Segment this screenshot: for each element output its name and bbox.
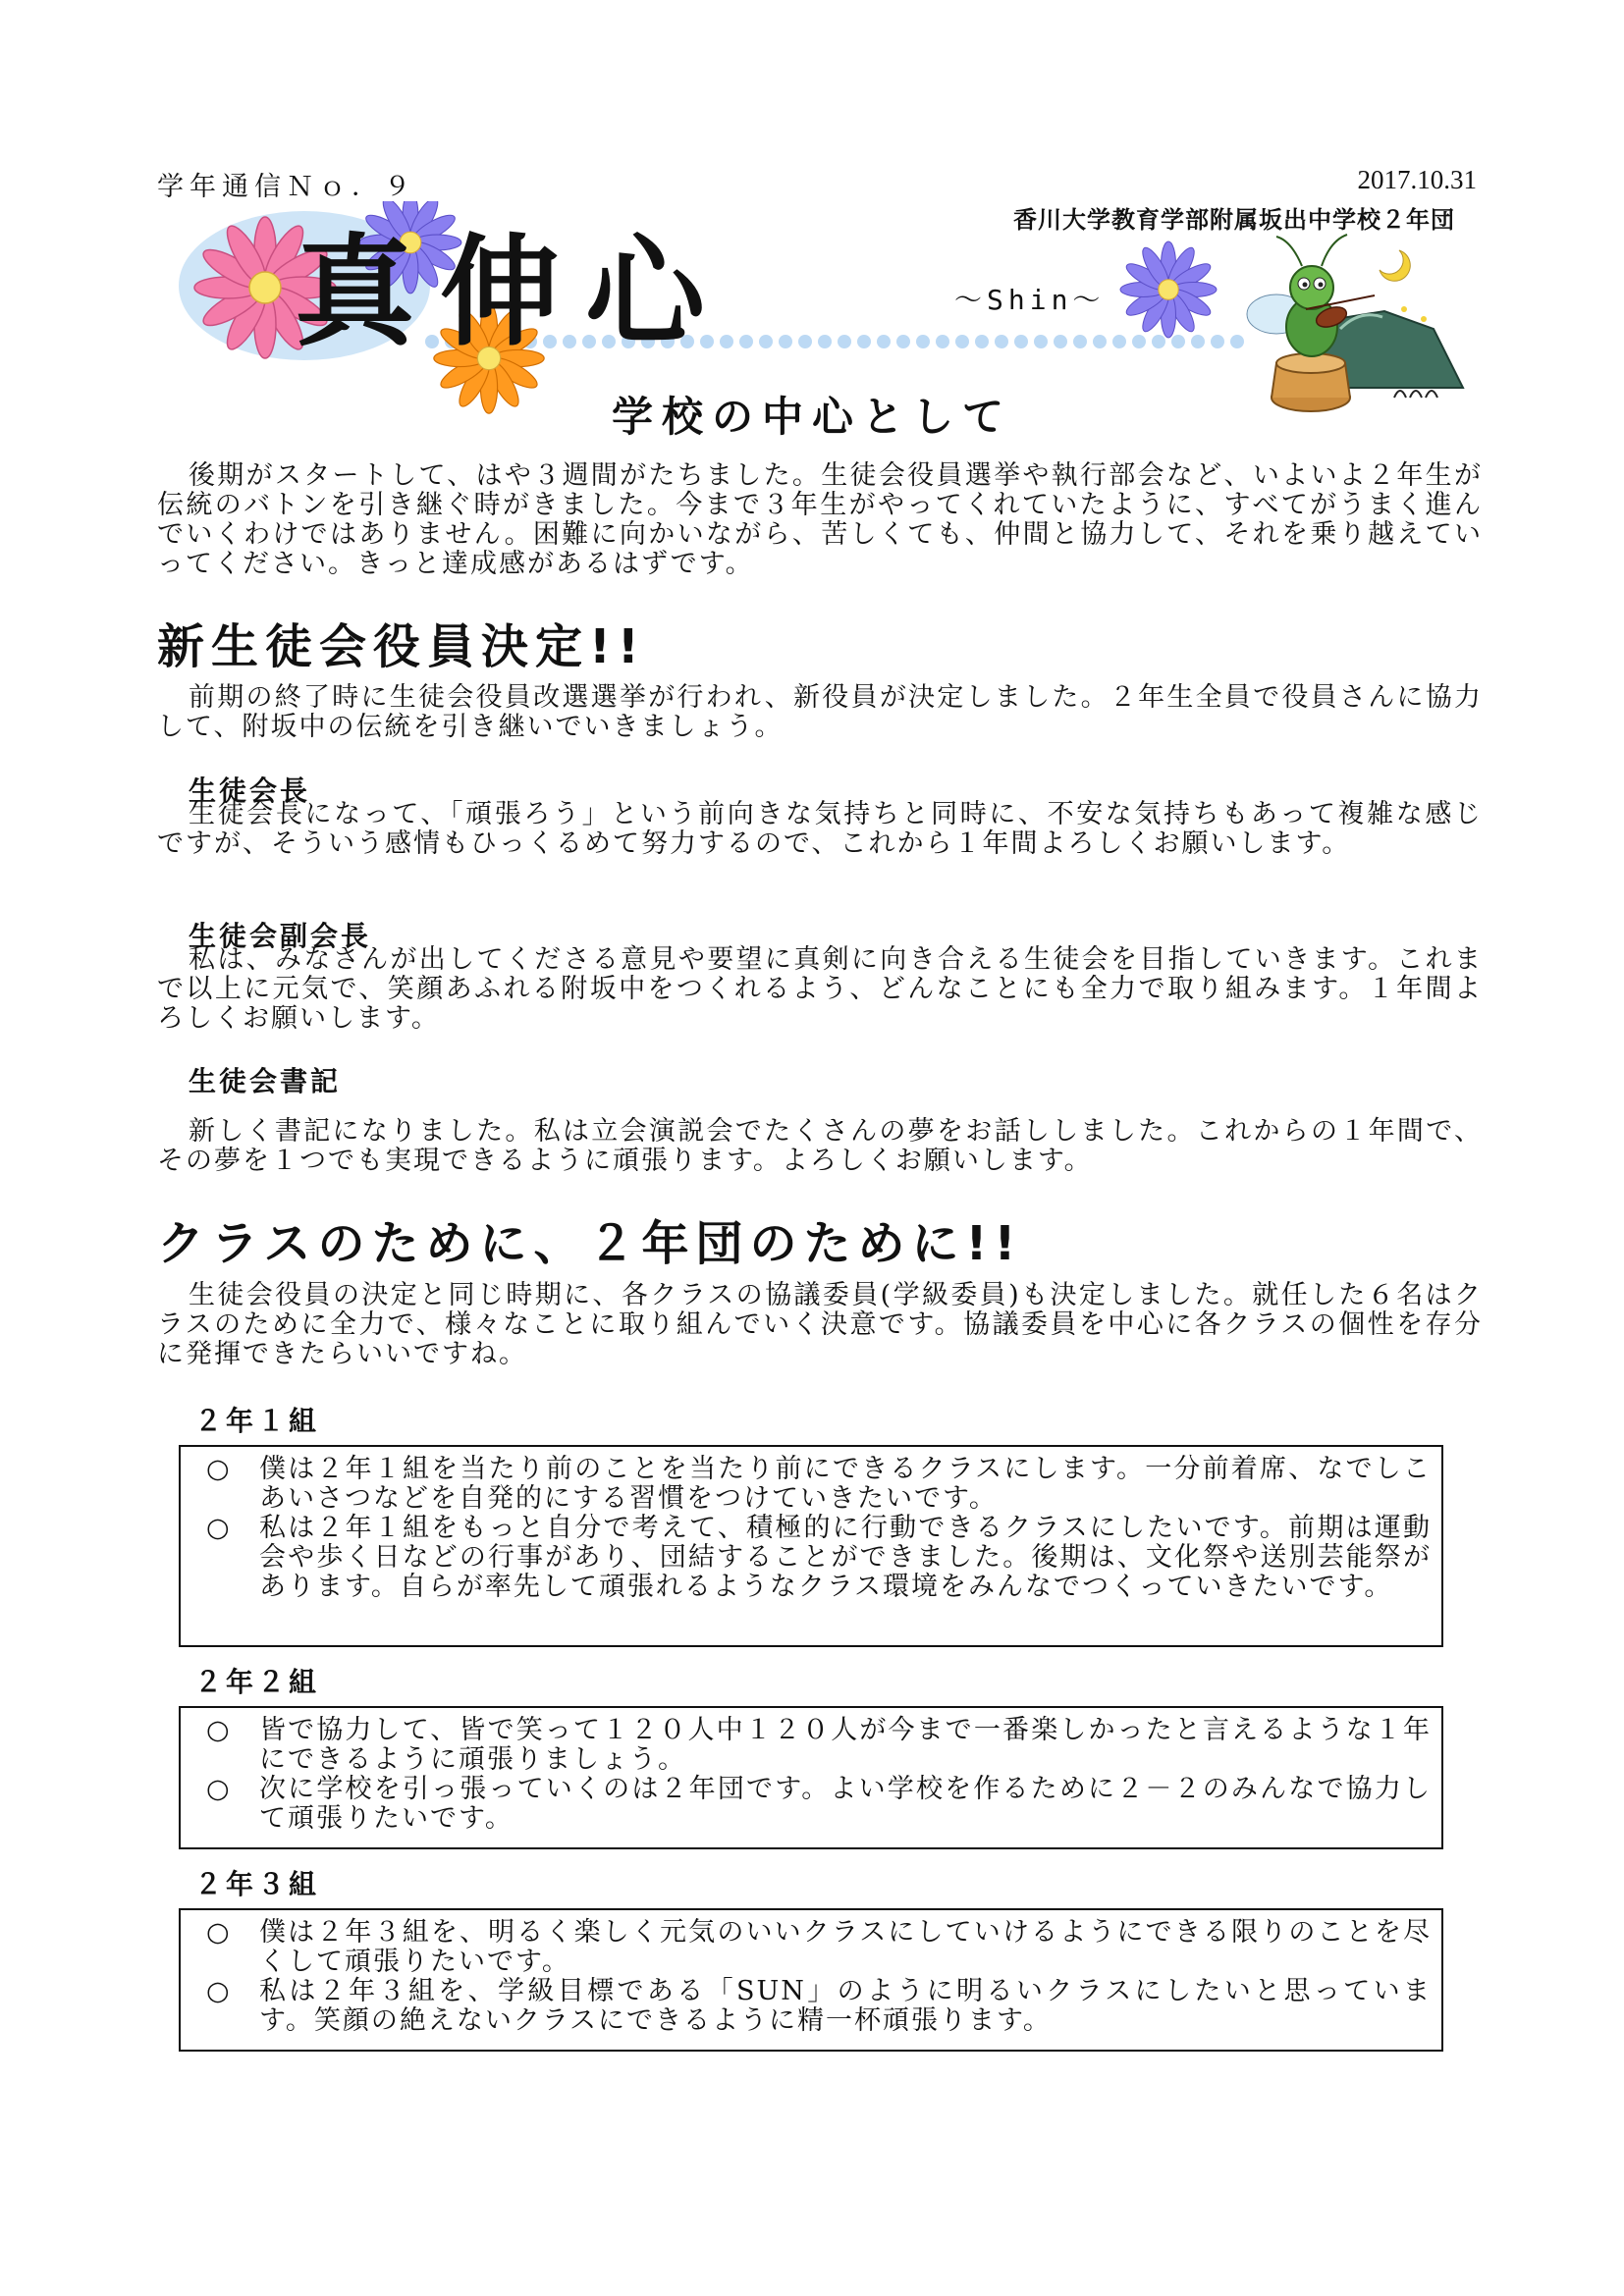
role-text-secretary: 新しく書記になりました。私は立会演説会でたくさんの夢をお話ししました。これからの１年間で、その夢を１つでも実現できるように頑張ります。よろしくお願いします。	[157, 1116, 1483, 1176]
class2-item	[206, 1716, 1432, 1775]
school-name: 香川大学教育学部附属坂出中学校２年団	[1013, 206, 1455, 234]
class3-item-text: 私は２年３組を、学級目標である「SUN」のように明るいクラスにしたいと思っています。笑顔の絶えないクラスにできるように精一杯頑張ります。	[259, 1976, 1432, 2036]
section-heading-student-council: 新生徒会役員決定!!	[157, 619, 646, 674]
section-heading-classes: クラスのために、２年団のために!!	[157, 1216, 1023, 1271]
class3-item	[206, 1977, 1432, 2036]
role-title-vice-president: 生徒会副会長	[189, 920, 372, 952]
section1-paragraph: 前期の終了時に生徒会役員改選選挙が行われ、新役員が決定しました。２年生全員で役員さんに協力して、附坂中の伝統を引き継いでいきましょう。	[157, 682, 1483, 742]
class1-item-text: 私は２年１組をもっと自分で考えて、積極的に行動できるクラスにしたいです。前期は運動会や歩く日などの行事があり、団結することができました。後期は、文化祭や送別芸能祭があります。自らが率先して頑張れるようなクラス環境をみんなでつくっていきたいです。	[259, 1513, 1432, 1602]
bullet-circle-icon: ○	[206, 1513, 232, 1543]
class1-item	[206, 1514, 1432, 1602]
class3-item	[206, 1918, 1432, 1977]
class1-item-text: 僕は２年１組を当たり前のことを当たり前にできるクラスにします。一分前着席、なでしこあいさつなどを自発的にする習慣をつけていきたいです。	[259, 1454, 1432, 1514]
class-box-1	[179, 1445, 1443, 1647]
violet-flower-small-icon	[1120, 241, 1217, 338]
bullet-circle-icon: ○	[206, 1454, 232, 1484]
class-label-3: ２年３組	[194, 1868, 321, 1900]
class-label-1: ２年１組	[194, 1405, 321, 1437]
headline: 学校の中心として	[611, 393, 1012, 441]
class-box-2	[179, 1706, 1443, 1849]
role-text-vice-president: 私は、みなさんが出してくださる意見や要望に真剣に向き合える生徒会を目指していきます。これまで以上に元気で、笑顔あふれる附坂中をつくれるよう、どんなことにも全力で取り組みます。１年間よろしくお願いします。	[157, 944, 1483, 1034]
issue-date: 2017.10.31	[1357, 165, 1477, 194]
class1-item	[206, 1455, 1432, 1514]
bullet-circle-icon: ○	[206, 1715, 232, 1745]
class2-item-text: 皆で協力して、皆で笑って１２０人中１２０人が今まで一番楽しかったと言えるような１年にできるように頑張りましょう。	[259, 1715, 1432, 1775]
class2-item-text: 次に学校を引っ張っていくのは２年団です。よい学校を作るために２－２のみんなで協力して頑張りたいです。	[259, 1774, 1432, 1834]
issue-number: 学年通信Ｎｏ．９	[157, 172, 416, 202]
section2-paragraph: 生徒会役員の決定と同じ時期に、各クラスの協議委員(学級委員)も決定しました。就任した６名はクラスのために全力で、様々なことに取り組んでいく決意です。協議委員を中心に各クラスの個性を存分に発揮できたらいいですね。	[157, 1280, 1483, 1369]
class2-item	[206, 1775, 1432, 1834]
class-box-3	[179, 1908, 1443, 2052]
bullet-circle-icon: ○	[206, 1774, 232, 1804]
class3-item-text: 僕は２年３組を、明るく楽しく元気のいいクラスにしていけるようにできる限りのことを尽くして頑張りたいです。	[259, 1917, 1432, 1977]
masthead-title: 真伸心	[295, 221, 731, 362]
masthead-subtitle: 〜Shin〜	[954, 284, 1106, 316]
class-label-2: ２年２組	[194, 1666, 321, 1698]
bullet-circle-icon: ○	[206, 1976, 232, 2006]
role-text-president: 生徒会長になって、「頑張ろう」という前向きな気持ちと同時に、不安な気持ちもあって複雑な感じですが、そういう感情もひっくるめて努力するので、これから１年間よろしくお願いします。	[157, 799, 1483, 859]
role-title-president: 生徒会長	[189, 774, 311, 807]
bullet-circle-icon: ○	[206, 1917, 232, 1948]
intro-paragraph: 後期がスタートして、はや３週間がたちました。生徒会役員選挙や執行部会など、いよいよ２年生が伝統のバトンを引き継ぐ時がきました。今まで３年生がやってくれていたように、すべてがうまく進んでいくわけではありません。困難に向かいながら、苦しくても、仲間と協力して、それを乗り越えていってください。きっと達成感があるはずです。	[157, 460, 1483, 579]
role-title-secretary: 生徒会書記	[189, 1065, 342, 1097]
